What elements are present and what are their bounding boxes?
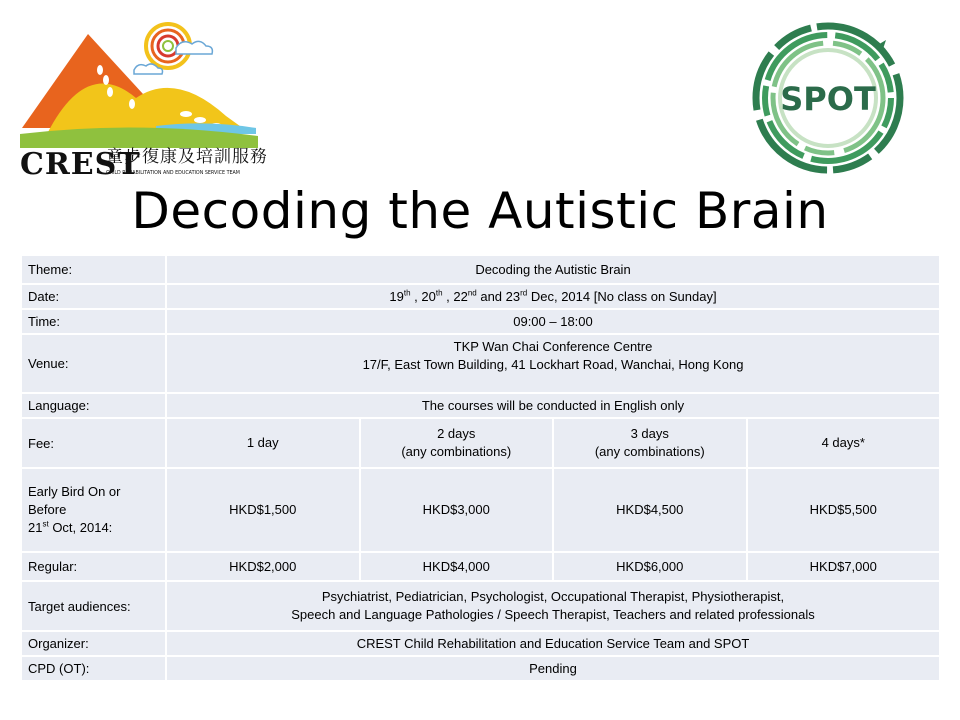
theme-value: Decoding the Autistic Brain [166, 255, 940, 284]
regular-label: Regular: [21, 552, 166, 581]
page-title: Decoding the Autistic Brain [131, 182, 829, 240]
early-bird-price-1-day: HKD$1,500 [166, 468, 360, 552]
fee-col-2-days: 2 days (any combinations) [360, 418, 554, 468]
table-row-early-bird [21, 468, 940, 552]
venue-label: Venue: [21, 334, 166, 393]
table-row-fee [21, 418, 940, 468]
organizer-value: CREST Child Rehabilitation and Education Service Team and SPOT [166, 631, 940, 656]
audiences-value [166, 581, 940, 631]
table-row-audiences [21, 581, 940, 631]
venue-line-1: TKP Wan Chai Conference Centre [453, 339, 653, 354]
table-row-regular [21, 552, 940, 581]
spot-logo [748, 18, 908, 178]
audiences-line-2: Speech and Language Pathologies / Speech Therapist, Teachers and related professionals [291, 607, 815, 622]
table-row-time [21, 309, 940, 334]
table-row-cpd [21, 656, 940, 681]
table-row-venue [21, 334, 940, 393]
cpd-label: CPD (OT): [21, 656, 166, 681]
early-bird-label: Early Bird On or Before 21st Oct, 2014: [21, 468, 166, 552]
early-bird-price-2-days: HKD$3,000 [360, 468, 554, 552]
table-row-theme [21, 255, 940, 284]
early-bird-price-4-days: HKD$5,500 [747, 468, 941, 552]
audiences-label: Target audiences: [21, 581, 166, 631]
crest-subtitle: CHILD REHABILITATION AND EDUCATION SERVICE TEAM [106, 171, 240, 176]
time-value: 09:00 – 18:00 [166, 309, 940, 334]
date-label: Date: [21, 284, 166, 309]
audiences-line-1: Psychiatrist, Pediatrician, Psychologist, Occupational Therapist, Physiotherapist, [321, 589, 785, 604]
cpd-value: Pending [166, 656, 940, 681]
table-row-organizer [21, 631, 940, 656]
crest-wordmark: CREST [20, 147, 141, 181]
fee-col-3-days: 3 days (any combinations) [553, 418, 747, 468]
regular-price-3-days: HKD$6,000 [553, 552, 747, 581]
venue-value [166, 334, 940, 393]
language-label: Language: [21, 393, 166, 418]
regular-price-2-days: HKD$4,000 [360, 552, 554, 581]
regular-price-1-day: HKD$2,000 [166, 552, 360, 581]
spot-wordmark: SPOT [780, 80, 876, 118]
date-value: 19th , 20th , 22nd and 23rd Dec, 2014 [No class on Sunday] [166, 284, 940, 309]
crest-chinese: 童步復康及培訓服務 [106, 147, 266, 167]
venue-line-2: 17/F, East Town Building, 41 Lockhart Road, Wanchai, Hong Kong [362, 357, 744, 372]
regular-price-4-days: HKD$7,000 [747, 552, 941, 581]
organizer-label: Organizer: [21, 631, 166, 656]
fee-label: Fee: [21, 418, 166, 468]
theme-label: Theme: [21, 255, 166, 284]
time-label: Time: [21, 309, 166, 334]
table-row-date [21, 284, 940, 309]
crest-logo [16, 16, 266, 181]
course-info-table [20, 254, 941, 682]
fee-col-4-days: 4 days* [747, 418, 941, 468]
fee-col-1-day: 1 day [166, 418, 360, 468]
language-value: The courses will be conducted in English only [166, 393, 940, 418]
table-row-language [21, 393, 940, 418]
early-bird-price-3-days: HKD$4,500 [553, 468, 747, 552]
